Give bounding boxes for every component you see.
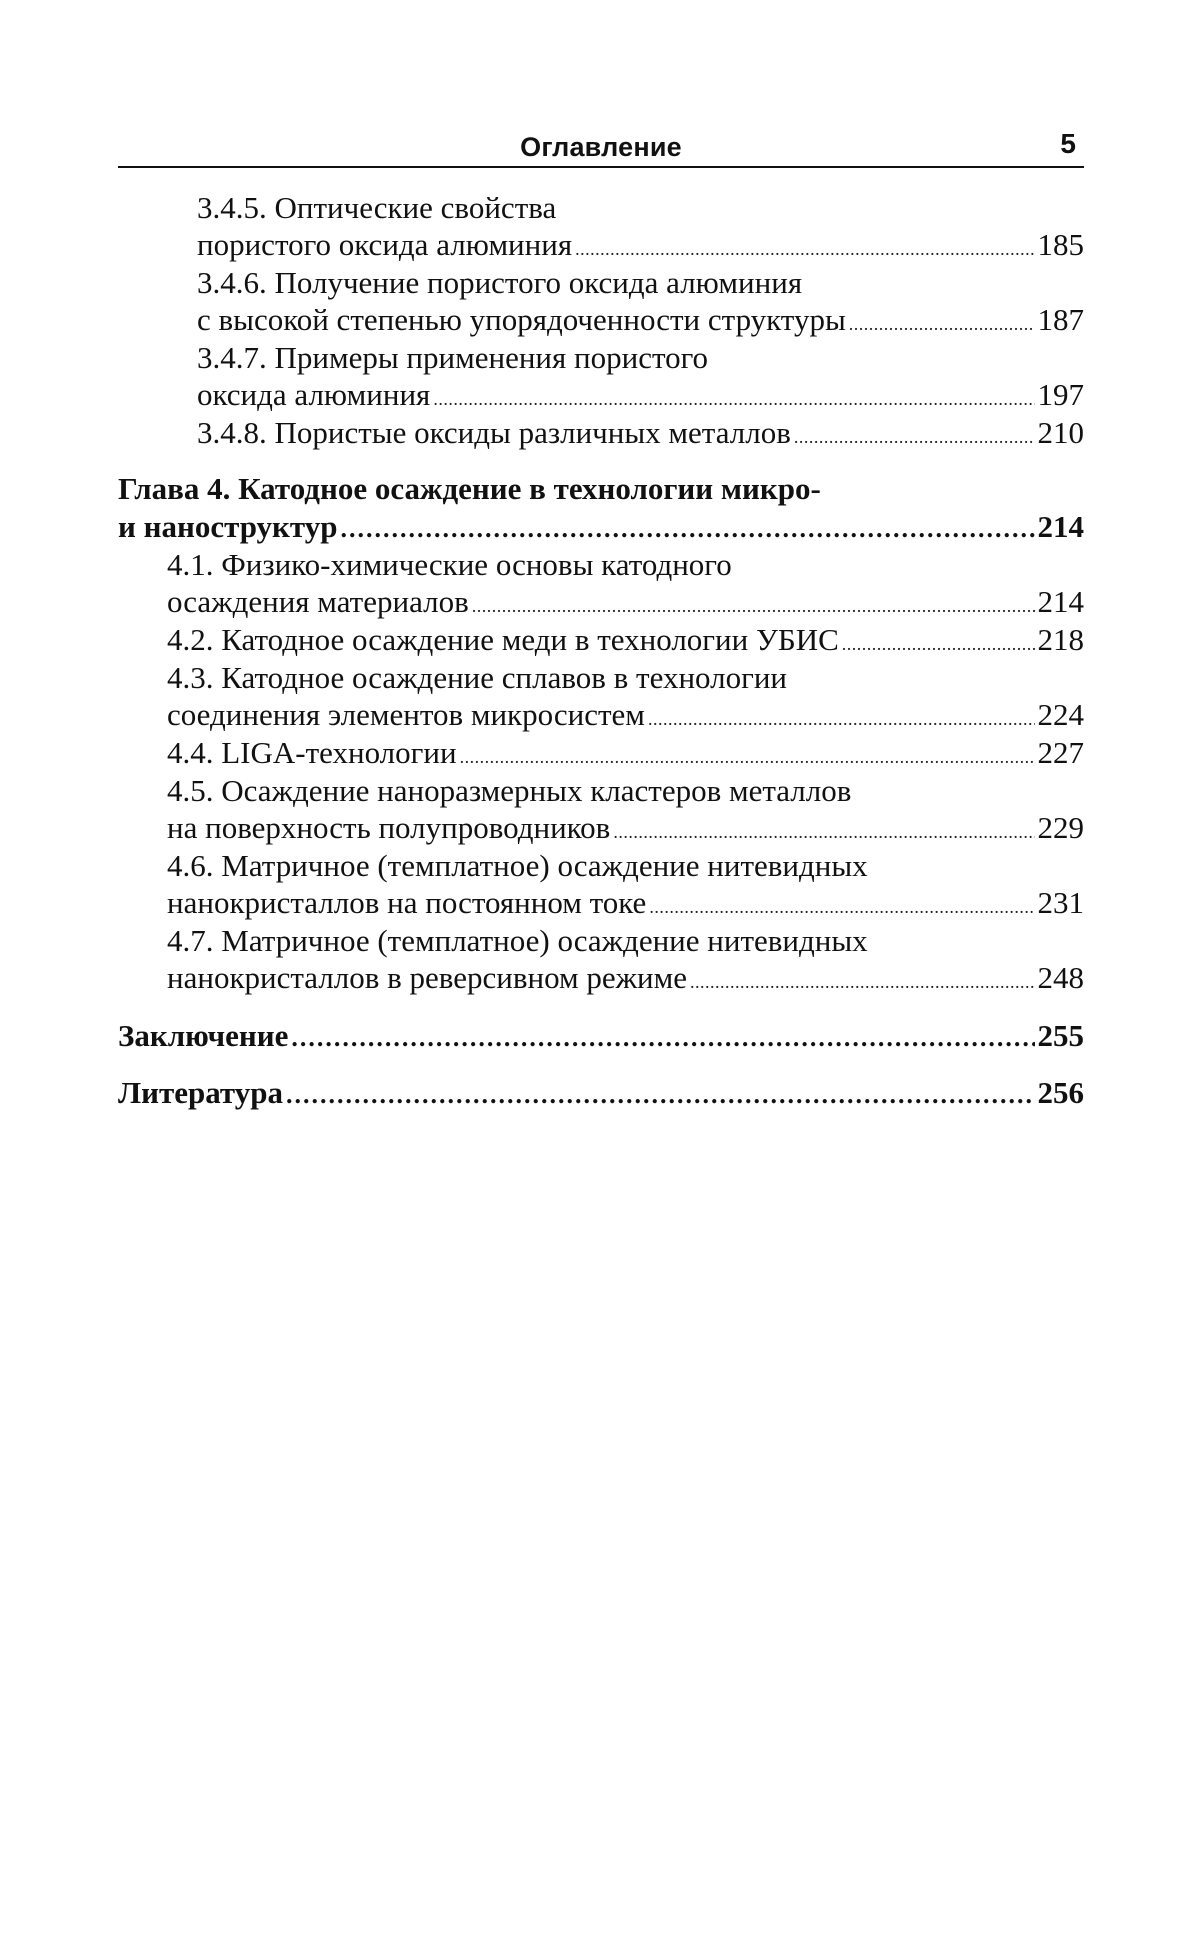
- running-head: [118, 126, 1084, 166]
- toc-entry-text: 3.4.6. Получение пористого оксида алюминия: [197, 265, 803, 300]
- toc-entry-3-4-5-line2: [197, 226, 1084, 268]
- toc-entry-4-1-line2: [167, 583, 1084, 625]
- toc-entry-page: 187: [1037, 302, 1084, 337]
- toc-entry-3-4-8: [197, 414, 1084, 456]
- toc-entry-text: 4.2. Катодное осаждение меди в технологии УБИС: [167, 622, 839, 657]
- dot-leader: [648, 700, 1035, 738]
- toc-entry-page: 224: [1037, 697, 1084, 732]
- toc-entry-text: пористого оксида алюминия: [197, 227, 573, 262]
- dot-leader: [794, 418, 1035, 456]
- toc-conclusion: [118, 1017, 1084, 1057]
- toc-entry-4-6-line2: [167, 884, 1084, 926]
- toc-entry-3-4-7-line2: [197, 376, 1084, 418]
- toc-entry-page: 218: [1037, 622, 1084, 657]
- toc-chapter-text: Заключение: [118, 1018, 289, 1053]
- toc-entry-page: 229: [1037, 810, 1084, 845]
- header-rule: [118, 166, 1084, 168]
- toc-entry-3-4-5-line1: [197, 189, 556, 227]
- toc-entry-4-7-line2: [167, 959, 1084, 1001]
- toc-entry-text: 4.1. Физико-химические основы катодного: [167, 547, 732, 582]
- toc-chapter-4-line1: [118, 470, 821, 508]
- toc-entry-text: 4.6. Матричное (темплатное) осаждение нитевидных: [167, 848, 868, 883]
- toc-entry-page: 227: [1037, 735, 1084, 770]
- toc-entry-text: 4.3. Катодное осаждение сплавов в технологии: [167, 660, 787, 695]
- toc-entry-text: осаждения материалов: [167, 584, 469, 619]
- toc-entry-text: оксида алюминия: [197, 377, 431, 412]
- toc-entry-4-5-line2: [167, 809, 1084, 851]
- toc-entry-text: 4.7. Матричное (темплатное) осаждение нитевидных: [167, 923, 868, 958]
- toc-entry-4-2: [167, 621, 1084, 663]
- dot-leader: [340, 510, 1034, 548]
- toc-entry-page: 248: [1037, 960, 1084, 995]
- toc-entry-4-4: [167, 734, 1084, 776]
- toc-entry-page: 197: [1037, 377, 1084, 412]
- toc-entry-text: нанокристаллов в реверсивном режиме: [167, 960, 687, 995]
- toc-chapter-4-line2: [118, 508, 1084, 548]
- dot-leader: [460, 738, 1035, 776]
- toc-entry-page: 185: [1037, 227, 1084, 262]
- toc-entry-text: 3.4.7. Примеры применения пористого: [197, 340, 709, 375]
- toc-chapter-text: Литература: [118, 1075, 283, 1110]
- toc-entry-4-3-line1: [167, 659, 787, 697]
- toc-entry-text: с высокой степенью упорядоченности структуры: [197, 302, 846, 337]
- dot-leader: [842, 625, 1035, 663]
- toc-chapter-text: Глава 4. Катодное осаждение в технологии микро-: [118, 471, 821, 506]
- dot-leader: [690, 963, 1035, 1001]
- toc-entry-3-4-6-line1: [197, 264, 802, 302]
- toc-entry-text: 3.4.5. Оптические свойства: [197, 190, 557, 225]
- dot-leader: [649, 888, 1034, 926]
- dot-leader: [286, 1076, 1035, 1114]
- dot-leader: [575, 230, 1034, 268]
- dot-leader: [291, 1019, 1034, 1057]
- toc-entry-page: 231: [1037, 885, 1084, 920]
- toc-entry-page: 210: [1037, 415, 1084, 450]
- running-title: Оглавление: [520, 132, 682, 162]
- toc-entry-text: на поверхность полупроводников: [167, 810, 611, 845]
- toc-entry-4-6-line1: [167, 847, 868, 885]
- toc-entry-text: 3.4.8. Пористые оксиды различных металлов: [197, 415, 791, 450]
- toc-chapter-page: 256: [1037, 1075, 1084, 1110]
- dot-leader: [613, 813, 1034, 851]
- dot-leader: [433, 380, 1034, 418]
- dot-leader: [849, 305, 1035, 343]
- toc-entry-3-4-6-line2: [197, 301, 1084, 343]
- toc-entry-4-1-line1: [167, 546, 732, 584]
- toc-chapter-page: 255: [1037, 1018, 1084, 1053]
- toc-chapter-text: и наноструктур: [118, 509, 338, 544]
- toc-entry-text: соединения элементов микросистем: [167, 697, 645, 732]
- toc-entry-4-7-line1: [167, 922, 868, 960]
- toc-chapter-page: 214: [1037, 509, 1084, 544]
- toc-entry-text: 4.5. Осаждение наноразмерных кластеров металлов: [167, 773, 852, 808]
- toc-entry-3-4-7-line1: [197, 339, 708, 377]
- toc-entry-4-5-line1: [167, 772, 851, 810]
- toc-entry-text: 4.4. LIGA-технологии: [167, 735, 457, 770]
- dot-leader: [472, 587, 1035, 625]
- toc-entry-page: 214: [1037, 584, 1084, 619]
- page-number: 5: [1060, 128, 1076, 159]
- toc-literature: [118, 1074, 1084, 1114]
- toc-entry-4-3-line2: [167, 696, 1084, 738]
- toc-entry-text: нанокристаллов на постоянном токе: [167, 885, 647, 920]
